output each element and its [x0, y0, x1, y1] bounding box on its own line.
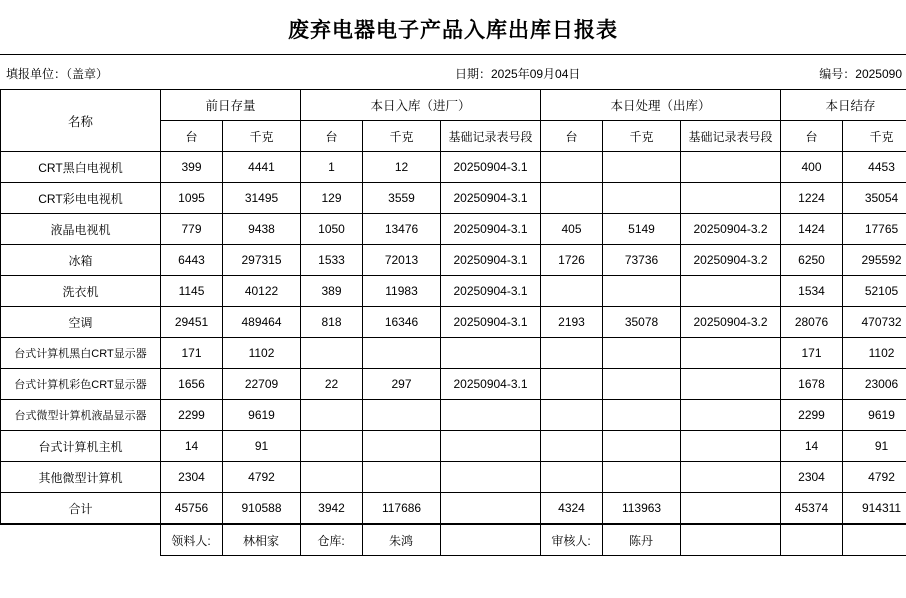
cell-end-kg: 35054	[843, 183, 906, 214]
table-row	[1, 431, 906, 462]
cell-end-unit: 400	[781, 152, 843, 183]
cell-in-unit	[301, 462, 363, 493]
signature-spacer-2	[680, 525, 780, 556]
signature-spacer-1	[440, 525, 540, 556]
cell-in-kg: 16346	[363, 307, 441, 338]
header-processed-today: 本日处理（出库）	[541, 90, 781, 121]
total-out-record	[681, 493, 781, 524]
cell-prev-kg: 297315	[223, 245, 301, 276]
cell-prev-kg: 9619	[223, 400, 301, 431]
cell-end-kg: 1102	[843, 338, 906, 369]
cell-prev-unit: 171	[161, 338, 223, 369]
cell-out-unit	[541, 183, 603, 214]
table-row	[1, 245, 906, 276]
subheader-in-unit: 台	[301, 121, 363, 152]
cell-prev-kg: 4792	[223, 462, 301, 493]
cell-out-kg: 35078	[603, 307, 681, 338]
signature-spacer-4	[842, 525, 906, 556]
report-table	[0, 89, 906, 524]
cell-in-kg	[363, 431, 441, 462]
cell-end-unit: 1424	[781, 214, 843, 245]
subheader-out-record: 基础记录表号段	[681, 121, 781, 152]
cell-end-kg: 23006	[843, 369, 906, 400]
cell-out-unit	[541, 369, 603, 400]
cell-prev-unit: 399	[161, 152, 223, 183]
table-group-header-row	[1, 90, 906, 121]
cell-in-kg: 72013	[363, 245, 441, 276]
page-title: 废弃电器电子产品入库出库日报表	[288, 18, 618, 42]
cell-prev-unit: 29451	[161, 307, 223, 338]
cell-end-unit: 1224	[781, 183, 843, 214]
picker-label: 领料人:	[160, 525, 222, 556]
cell-out-unit	[541, 276, 603, 307]
auditor-label: 审核人:	[540, 525, 602, 556]
cell-in-record	[441, 400, 541, 431]
cell-prev-unit: 779	[161, 214, 223, 245]
cell-prev-unit: 1656	[161, 369, 223, 400]
row-name: CRT黑白电视机	[1, 152, 161, 183]
table-row	[1, 369, 906, 400]
cell-prev-unit: 1095	[161, 183, 223, 214]
cell-in-record: 20250904-3.1	[441, 183, 541, 214]
subheader-prev-kg: 千克	[223, 121, 301, 152]
signature-row	[0, 525, 906, 556]
cell-end-unit: 2299	[781, 400, 843, 431]
header-name: 名称	[1, 90, 161, 152]
row-name: 其他微型计算机	[1, 462, 161, 493]
subheader-end-unit: 台	[781, 121, 843, 152]
picker-value: 林相家	[222, 525, 300, 556]
cell-prev-kg: 31495	[223, 183, 301, 214]
signature-blank	[0, 525, 160, 556]
cell-out-record	[681, 400, 781, 431]
cell-prev-kg: 91	[223, 431, 301, 462]
table-total-row	[1, 493, 906, 524]
cell-out-kg	[603, 276, 681, 307]
cell-prev-kg: 9438	[223, 214, 301, 245]
cell-in-kg: 3559	[363, 183, 441, 214]
cell-end-unit: 28076	[781, 307, 843, 338]
cell-end-unit: 6250	[781, 245, 843, 276]
total-label: 合计	[1, 493, 161, 524]
cell-in-unit: 1050	[301, 214, 363, 245]
subheader-end-kg: 千克	[843, 121, 906, 152]
header-prev-stock: 前日存量	[161, 90, 301, 121]
cell-end-unit: 1678	[781, 369, 843, 400]
total-end-kg: 914311	[843, 493, 906, 524]
cell-in-unit: 129	[301, 183, 363, 214]
subheader-out-kg: 千克	[603, 121, 681, 152]
total-end-unit: 45374	[781, 493, 843, 524]
cell-in-kg: 11983	[363, 276, 441, 307]
cell-in-unit	[301, 400, 363, 431]
row-name: 台式计算机彩色CRT显示器	[1, 369, 161, 400]
subheader-in-record: 基础记录表号段	[441, 121, 541, 152]
cell-prev-kg: 22709	[223, 369, 301, 400]
cell-end-kg: 91	[843, 431, 906, 462]
total-out-kg: 113963	[603, 493, 681, 524]
cell-end-kg: 295592	[843, 245, 906, 276]
cell-in-record: 20250904-3.1	[441, 214, 541, 245]
cell-in-unit: 1	[301, 152, 363, 183]
subheader-out-unit: 台	[541, 121, 603, 152]
cell-in-record	[441, 462, 541, 493]
cell-in-kg	[363, 338, 441, 369]
cell-out-kg	[603, 152, 681, 183]
cell-in-unit: 1533	[301, 245, 363, 276]
cell-out-unit	[541, 152, 603, 183]
cell-out-kg	[603, 431, 681, 462]
table-row	[1, 276, 906, 307]
cell-end-unit: 2304	[781, 462, 843, 493]
cell-prev-kg: 489464	[223, 307, 301, 338]
cell-in-kg: 297	[363, 369, 441, 400]
cell-end-unit: 1534	[781, 276, 843, 307]
cell-out-kg: 5149	[603, 214, 681, 245]
cell-prev-unit: 14	[161, 431, 223, 462]
subheader-prev-unit: 台	[161, 121, 223, 152]
cell-in-unit: 818	[301, 307, 363, 338]
cell-in-record: 20250904-3.1	[441, 307, 541, 338]
cell-in-unit: 22	[301, 369, 363, 400]
total-in-record	[441, 493, 541, 524]
table-row	[1, 307, 906, 338]
table-row	[1, 214, 906, 245]
table-row	[1, 338, 906, 369]
cell-in-record: 20250904-3.1	[441, 245, 541, 276]
cell-out-record	[681, 276, 781, 307]
cell-end-kg: 9619	[843, 400, 906, 431]
report-date-label: 日期：2025年09月04日	[455, 66, 581, 81]
cell-out-record	[681, 462, 781, 493]
cell-prev-kg: 40122	[223, 276, 301, 307]
cell-out-unit	[541, 400, 603, 431]
cell-prev-unit: 2304	[161, 462, 223, 493]
cell-out-unit: 1726	[541, 245, 603, 276]
cell-prev-kg: 1102	[223, 338, 301, 369]
cell-in-unit: 389	[301, 276, 363, 307]
row-name: CRT彩电电视机	[1, 183, 161, 214]
cell-out-record: 20250904-3.2	[681, 214, 781, 245]
cell-prev-kg: 4441	[223, 152, 301, 183]
cell-in-kg	[363, 462, 441, 493]
cell-prev-unit: 6443	[161, 245, 223, 276]
row-name: 台式计算机主机	[1, 431, 161, 462]
cell-in-kg: 13476	[363, 214, 441, 245]
total-out-unit: 4324	[541, 493, 603, 524]
auditor-value: 陈丹	[602, 525, 680, 556]
warehouse-value: 朱鸿	[362, 525, 440, 556]
cell-end-unit: 171	[781, 338, 843, 369]
total-in-unit: 3942	[301, 493, 363, 524]
table-row	[1, 400, 906, 431]
row-name: 空调	[1, 307, 161, 338]
cell-out-record	[681, 369, 781, 400]
table-row	[1, 152, 906, 183]
header-in-today: 本日入库（进厂）	[301, 90, 541, 121]
table-body	[1, 152, 906, 524]
cell-out-kg	[603, 369, 681, 400]
cell-out-record: 20250904-3.2	[681, 245, 781, 276]
cell-in-record	[441, 431, 541, 462]
signature-table	[0, 524, 906, 556]
cell-in-record: 20250904-3.1	[441, 152, 541, 183]
cell-out-kg: 73736	[603, 245, 681, 276]
row-name: 冰箱	[1, 245, 161, 276]
table-row	[1, 183, 906, 214]
cell-in-record: 20250904-3.1	[441, 276, 541, 307]
cell-in-kg	[363, 400, 441, 431]
row-name: 洗衣机	[1, 276, 161, 307]
cell-out-unit	[541, 431, 603, 462]
row-name: 液晶电视机	[1, 214, 161, 245]
table-row	[1, 462, 906, 493]
cell-in-kg: 12	[363, 152, 441, 183]
reporting-unit-label: 填报单位：（盖章）	[6, 66, 109, 81]
cell-out-unit: 405	[541, 214, 603, 245]
cell-out-kg	[603, 338, 681, 369]
cell-out-record	[681, 338, 781, 369]
total-prev-kg: 910588	[223, 493, 301, 524]
row-name: 台式计算机黑白CRT显示器	[1, 338, 161, 369]
cell-out-record	[681, 152, 781, 183]
cell-end-kg: 52105	[843, 276, 906, 307]
cell-end-kg: 4453	[843, 152, 906, 183]
cell-end-kg: 4792	[843, 462, 906, 493]
cell-end-kg: 17765	[843, 214, 906, 245]
cell-out-unit	[541, 462, 603, 493]
cell-in-record: 20250904-3.1	[441, 369, 541, 400]
cell-out-record: 20250904-3.2	[681, 307, 781, 338]
cell-out-kg	[603, 400, 681, 431]
meta-row	[0, 55, 906, 89]
warehouse-label: 仓库:	[300, 525, 362, 556]
row-name: 台式微型计算机液晶显示器	[1, 400, 161, 431]
cell-out-kg	[603, 462, 681, 493]
cell-out-kg	[603, 183, 681, 214]
cell-prev-unit: 2299	[161, 400, 223, 431]
cell-in-record	[441, 338, 541, 369]
cell-out-record	[681, 431, 781, 462]
cell-end-kg: 470732	[843, 307, 906, 338]
cell-in-unit	[301, 431, 363, 462]
report-number-label: 编号：2025090	[819, 66, 902, 81]
total-prev-unit: 45756	[161, 493, 223, 524]
total-in-kg: 117686	[363, 493, 441, 524]
subheader-in-kg: 千克	[363, 121, 441, 152]
cell-prev-unit: 1145	[161, 276, 223, 307]
cell-out-unit	[541, 338, 603, 369]
header-end-stock: 本日结存	[781, 90, 906, 121]
cell-end-unit: 14	[781, 431, 843, 462]
cell-out-record	[681, 183, 781, 214]
signature-spacer-3	[780, 525, 842, 556]
cell-out-unit: 2193	[541, 307, 603, 338]
cell-in-unit	[301, 338, 363, 369]
